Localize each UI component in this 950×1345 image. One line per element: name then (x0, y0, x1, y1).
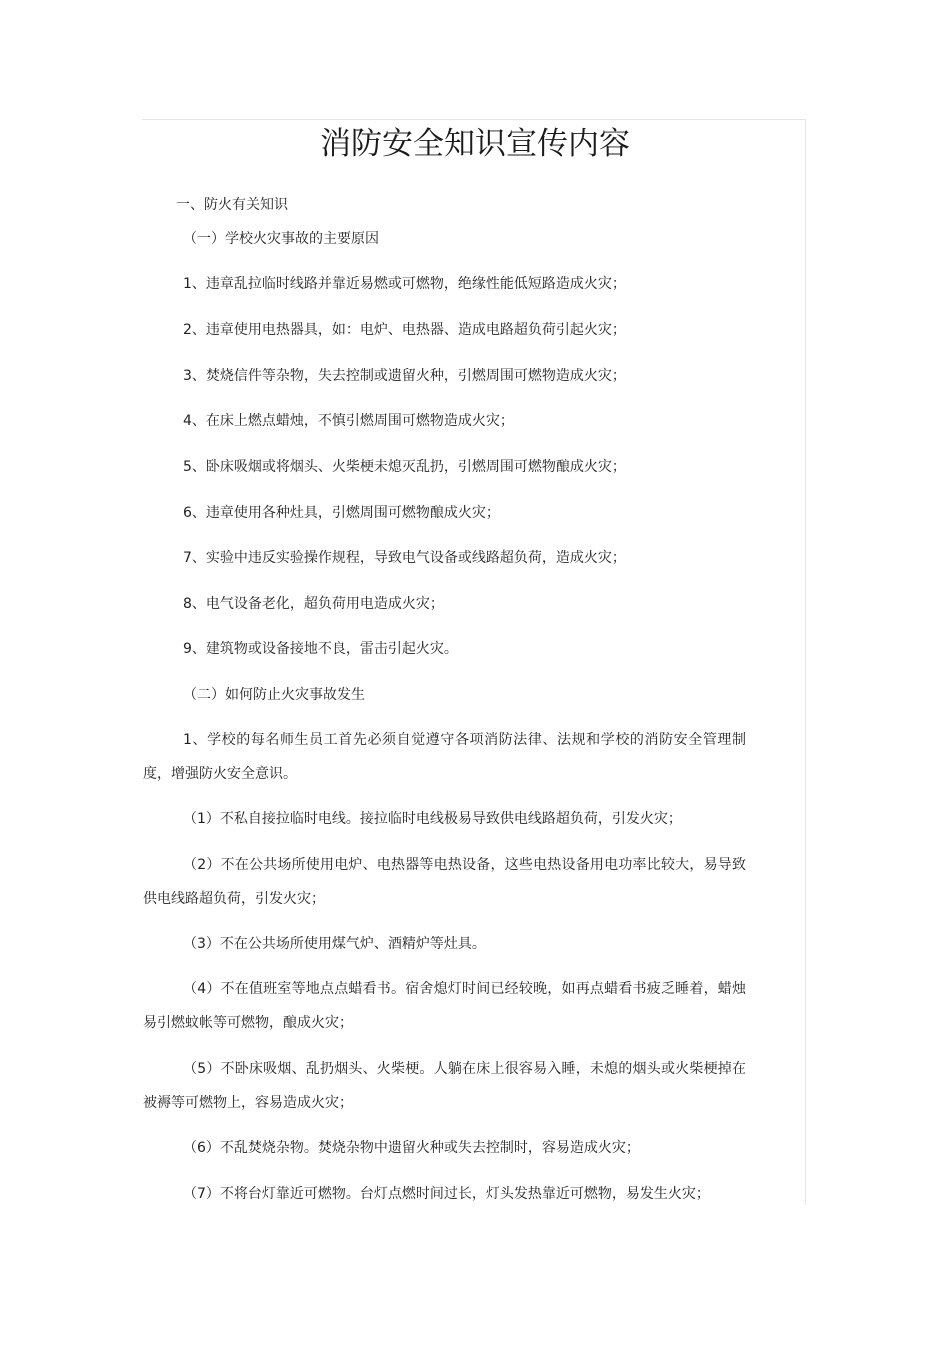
list-item-cause: 9、建筑物或设备接地不良，雷击引起火灾。 (183, 641, 458, 657)
list-item-cause: 1、违章乱拉临时线路并靠近易燃或可燃物，绝缘性能低短路造成火灾； (183, 276, 626, 292)
list-item-cause: 6、违章使用各种灶具，引燃周围可燃物酿成火灾； (183, 505, 500, 521)
subsection-heading: （一）学校火灾事故的主要原因 (183, 231, 379, 247)
document-title: 消防安全知识宣传内容 (320, 126, 630, 162)
list-item-prevention: （1）不私自接拉临时电线。接拉临时电线极易导致供电线路超负荷，引发火灾； (183, 811, 682, 827)
list-item-cause: 8、电气设备老化，超负荷用电造成火灾； (183, 596, 444, 612)
section-heading: 一、防火有关知识 (176, 197, 288, 213)
list-item-cause: 4、在床上燃点蜡烛，不慎引燃周围可燃物造成火灾； (183, 413, 514, 429)
subsection-heading: （二）如何防止火灾事故发生 (183, 687, 365, 703)
list-item-prevention: （2）不在公共场所使用电炉、电热器等电热设备，这些电热设备用电功率比较大，易导致供电线路超负荷，引发火灾； (143, 857, 746, 907)
list-item-cause: 5、卧床吸烟或将烟头、火柴梗未熄灭乱扔，引燃周围可燃物酿成火灾； (183, 459, 626, 475)
list-item-cause: 2、违章使用电热器具，如：电炉、电热器、造成电路超负荷引起火灾； (183, 322, 626, 338)
list-item-cause: 3、焚烧信件等杂物，失去控制或遗留火种，引燃周围可燃物造成火灾； (183, 368, 626, 384)
list-item-prevention: （3）不在公共场所使用煤气炉、酒精炉等灶具。 (183, 936, 486, 952)
list-item-prevention: （5）不卧床吸烟、乱扔烟头、火柴梗。人躺在床上很容易入睡，未熄的烟头或火柴梗掉在被褥等可燃物上，容易造成火灾； (143, 1061, 746, 1111)
list-item-cause: 7、实验中违反实验操作规程，导致电气设备或线路超负荷，造成火灾； (183, 550, 626, 566)
list-item-prevention: （6）不乱焚烧杂物。焚烧杂物中遗留火种或失去控制时，容易造成火灾； (183, 1140, 640, 1156)
list-item-prevention: （4）不在值班室等地点点蜡看书。宿舍熄灯时间已经较晚，如再点蜡看书疲乏睡着，蜡烛易引燃蚊帐等可燃物，酿成火灾； (143, 981, 746, 1031)
list-item-prevention: （7）不将台灯靠近可燃物。台灯点燃时间过长，灯头发热靠近可燃物，易发生火灾； (183, 1186, 710, 1202)
prevention-intro: 1、学校的每名师生员工首先必须自觉遵守各项消防法律、法规和学校的消防安全管理制度，增强防火安全意识。 (143, 732, 746, 782)
